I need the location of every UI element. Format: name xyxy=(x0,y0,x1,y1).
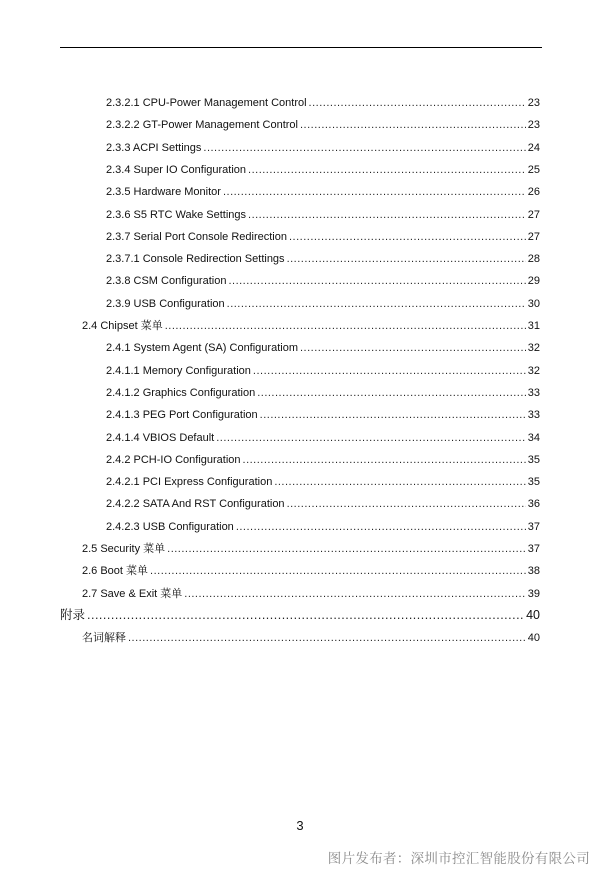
toc-entry-page: 39 xyxy=(527,587,540,600)
toc-entry[interactable] xyxy=(82,536,540,556)
toc-entry-label: 2.3.9 USB Configuration xyxy=(106,297,225,310)
toc-entry-page: 25 xyxy=(527,163,540,176)
toc-entry-label: 2.4.2.3 USB Configuration xyxy=(106,520,234,533)
toc-entry-page: 38 xyxy=(527,565,540,578)
toc-entry[interactable] xyxy=(106,447,540,467)
toc-dot-leader xyxy=(253,364,526,378)
toc-dot-leader xyxy=(243,453,526,467)
toc-entry-page: 27 xyxy=(527,230,540,243)
toc-dot-leader xyxy=(184,587,525,601)
toc-entry-label: 2.5 Security 菜单 xyxy=(82,543,166,555)
toc-entry-page: 24 xyxy=(527,141,540,154)
toc-dot-leader xyxy=(165,319,526,333)
toc-dot-leader xyxy=(227,297,526,311)
toc-entry[interactable] xyxy=(60,603,540,623)
toc-entry[interactable] xyxy=(106,90,540,110)
toc-entry-label: 2.3.2.1 CPU-Power Management Control xyxy=(106,97,307,109)
toc-entry-page: 32 xyxy=(527,342,540,355)
toc-dot-leader xyxy=(236,520,526,534)
toc-entry-label: 2.4.2.1 PCI Express Configuration xyxy=(106,476,273,489)
toc-entry-page: 23 xyxy=(527,119,540,132)
toc-entry[interactable] xyxy=(82,581,540,601)
toc-entry-label: 2.3.7 Serial Port Console Redirection xyxy=(106,230,287,243)
toc-entry-label: 2.4.2 PCH-IO Configuration xyxy=(106,453,241,466)
toc-entry-label: 2.4.1.3 PEG Port Configuration xyxy=(106,409,258,422)
toc-entry-page: 29 xyxy=(527,275,540,288)
toc-dot-leader xyxy=(248,208,526,222)
toc-dot-leader xyxy=(128,631,526,645)
page-number: 3 xyxy=(296,818,304,833)
toc-entry-label: 2.4.2.2 SATA And RST Configuration xyxy=(106,498,285,511)
toc-entry[interactable] xyxy=(106,469,540,489)
toc-entry-page: 36 xyxy=(527,498,540,511)
toc-dot-leader xyxy=(289,230,526,244)
toc-entry[interactable] xyxy=(82,558,540,578)
toc-entry-page: 35 xyxy=(527,476,540,489)
toc-entry[interactable] xyxy=(106,202,540,222)
toc-dot-leader xyxy=(203,141,525,155)
toc-entry-label: 2.3.5 Hardware Monitor xyxy=(106,186,221,199)
header-rule xyxy=(60,47,542,48)
toc-dot-leader xyxy=(150,564,526,578)
toc-entry[interactable] xyxy=(106,380,540,400)
toc-entry[interactable] xyxy=(82,313,540,333)
toc-entry-page: 35 xyxy=(527,453,540,466)
toc-entry-page: 28 xyxy=(527,253,540,266)
toc-entry-page: 32 xyxy=(527,364,540,377)
toc-entry-label: 2.3.2.2 GT-Power Management Control xyxy=(106,119,298,132)
toc-entry[interactable] xyxy=(106,157,540,177)
toc-entry-label: 2.4.1.2 Graphics Configuration xyxy=(106,386,256,399)
toc-dot-leader xyxy=(260,408,526,422)
toc-dot-leader xyxy=(257,386,526,400)
toc-entry-label: 2.4 Chipset 菜单 xyxy=(82,320,163,332)
toc-entry-page: 26 xyxy=(527,186,540,199)
toc-dot-leader xyxy=(300,341,526,355)
toc-entry-page: 37 xyxy=(527,520,540,533)
toc-entry[interactable] xyxy=(106,112,540,132)
toc-entry-page: 40 xyxy=(526,607,540,622)
toc-entry-page: 30 xyxy=(527,297,540,310)
toc-dot-leader xyxy=(300,118,526,132)
toc-entry-page: 33 xyxy=(527,409,540,422)
toc-dot-leader xyxy=(309,96,526,110)
toc-dot-leader xyxy=(167,542,526,556)
toc-dot-leader xyxy=(274,475,525,489)
toc-entry-label: 2.6 Boot 菜单 xyxy=(82,565,149,578)
toc-dot-leader xyxy=(223,185,526,199)
toc-entry-label: 2.7 Save & Exit 菜单 xyxy=(82,587,183,600)
toc-entry[interactable] xyxy=(106,425,540,445)
toc-dot-leader xyxy=(87,607,524,623)
toc-entry-label: 2.3.4 Super IO Configuration xyxy=(106,163,247,176)
toc-entry[interactable] xyxy=(106,291,540,311)
toc-entry[interactable] xyxy=(106,514,540,534)
toc-entry[interactable] xyxy=(106,268,540,288)
toc-entry[interactable] xyxy=(106,358,540,378)
toc-dot-leader xyxy=(248,163,526,177)
toc-entry-page: 27 xyxy=(527,208,540,221)
toc-entry[interactable] xyxy=(106,179,540,199)
toc-entry-label: 名词解释 xyxy=(82,632,126,645)
toc-entry-label: 2.3.6 S5 RTC Wake Settings xyxy=(106,208,247,221)
toc-entry[interactable] xyxy=(106,224,540,244)
toc-entry[interactable] xyxy=(106,135,540,155)
publisher-watermark: 图片发布者：深圳市控汇智能股份有限公司 xyxy=(327,851,590,866)
toc-entry-label: 2.3.7.1 Console Redirection Settings xyxy=(106,253,285,266)
toc-entry[interactable] xyxy=(106,491,540,511)
toc-entry-page: 40 xyxy=(527,632,540,645)
toc-entry[interactable] xyxy=(82,625,540,645)
toc-entry-label: 附录 xyxy=(60,607,86,622)
toc-entry[interactable] xyxy=(106,246,540,266)
toc-entry-page: 31 xyxy=(527,320,540,332)
toc-entry-page: 23 xyxy=(527,97,540,109)
toc-entry-page: 33 xyxy=(527,386,540,399)
toc-entry-page: 34 xyxy=(527,431,540,444)
toc-entry-label: 2.4.1 System Agent (SA) Configuratiom xyxy=(106,342,298,355)
toc-dot-leader xyxy=(216,431,526,445)
toc-entry[interactable] xyxy=(106,335,540,355)
toc-dot-leader xyxy=(287,252,526,266)
toc-dot-leader xyxy=(228,274,525,288)
toc-entry-page: 37 xyxy=(527,543,540,555)
toc-entry-label: 2.3.3 ACPI Settings xyxy=(106,141,202,154)
toc-entry[interactable] xyxy=(106,402,540,422)
toc-entry-label: 2.4.1.4 VBIOS Default xyxy=(106,431,215,444)
toc-entry-label: 2.3.8 CSM Configuration xyxy=(106,275,227,288)
toc-entry-label: 2.4.1.1 Memory Configuration xyxy=(106,364,251,377)
toc-dot-leader xyxy=(287,497,526,511)
